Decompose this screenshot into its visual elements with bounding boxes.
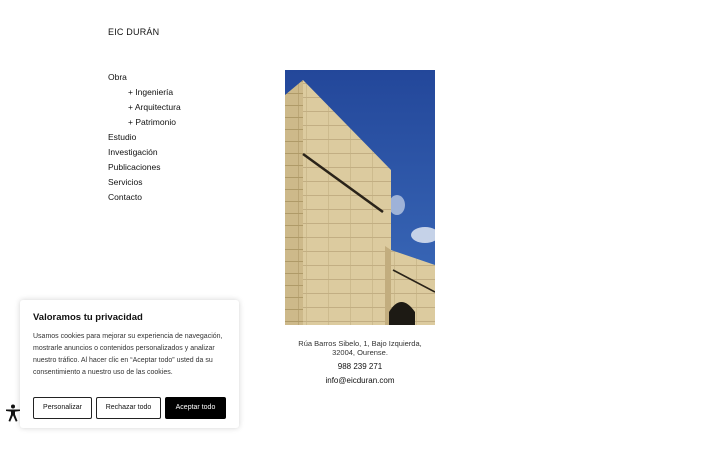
accessibility-icon[interactable] <box>4 403 22 423</box>
customize-button[interactable]: Personalizar <box>33 397 92 419</box>
nav-item-estudio[interactable]: Estudio <box>108 132 137 142</box>
nav-item-publicaciones[interactable]: Publicaciones <box>108 162 161 172</box>
nav-item-servicios[interactable]: Servicios <box>108 177 143 187</box>
nav-item-ingenieria[interactable]: + Ingeniería <box>128 87 174 97</box>
cookie-buttons <box>33 397 226 419</box>
address-line-1: Rúa Barros Sibelo, 1, Bajo Izquierda, <box>298 339 422 348</box>
main-nav <box>108 70 181 205</box>
email-link[interactable]: info@eicduran.com <box>325 376 395 385</box>
featured-project-photo <box>285 70 435 325</box>
cookie-text: Usamos cookies para mejorar su experiencia de navegación, mostrarle anuncios o contenidos personalizados y analizar nuestro tráfico. Al hacer clic en “Aceptar todo” usted da su consentimiento a nuestro uso de las cookies. <box>33 333 223 376</box>
nav-item-investigacion[interactable]: Investigación <box>108 147 158 157</box>
accept-all-button[interactable]: Aceptar todo <box>165 397 226 419</box>
address-line-2: 32004, Ourense. <box>332 348 388 357</box>
nav-item-obra[interactable]: Obra <box>108 72 127 82</box>
cookie-title: Valoramos tu privacidad <box>33 312 143 323</box>
nav-item-arquitectura[interactable]: + Arquitectura <box>128 102 181 112</box>
brand-logo-link[interactable]: EIC DURÁN <box>108 27 160 37</box>
nav-item-patrimonio[interactable]: + Patrimonio <box>128 117 176 127</box>
nav-item-contacto[interactable]: Contacto <box>108 192 143 202</box>
cookie-consent-banner <box>20 300 239 428</box>
reject-all-button[interactable]: Rechazar todo <box>96 397 161 419</box>
phone-link[interactable]: 988 239 271 <box>337 362 383 371</box>
